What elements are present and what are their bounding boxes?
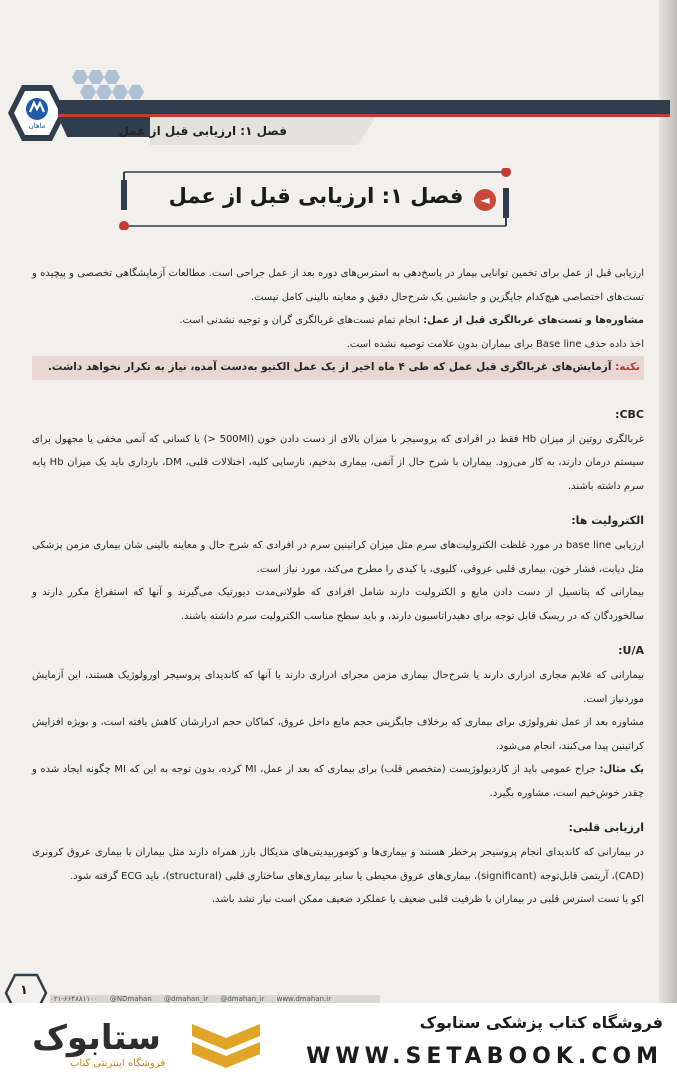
screening-paragraph	[32, 309, 644, 333]
header-bar	[58, 100, 670, 114]
electrolytes-heading: الکترولیت ها:	[571, 514, 644, 527]
brand-name: ستابوک	[32, 1018, 161, 1058]
footer-instagram: @NDmahan	[109, 995, 152, 1003]
footer-website[interactable]: www.dmahan.ir	[276, 995, 332, 1003]
footer-aparat: @dmahan_ir	[220, 995, 265, 1003]
baseline-paragraph: اخذ داده حذف Base line برای بیماران بدون علامت توصیه نشده است.	[346, 338, 644, 350]
chapter-arrow-icon: ◄	[474, 189, 496, 211]
ua-heading: U/A:	[618, 644, 644, 657]
example-text: جراح عمومی باید از کاردیولوژیست (متخصص قلب) برای بیماری که بعد از عمل، MI کرده، بدون توجه به این که MI چگونه ایجاد شده و چقدر خوش‌خیم است، مشاوره بگیرد.	[32, 764, 644, 799]
intro-paragraph: ارزیابی قبل از عمل برای تخمین توانایی بیمار در پاسخ‌دهی به استرس‌های دوره بعد از عمل جراحی است. مطالعات آزمایشگاهی تخصصی و پیچیده و تست‌های اختصاصی هیچ‌کدام جایگزین و جانشین یک شرح‌حال دقیق و معاینه بالینی کامل نیست.	[32, 268, 644, 303]
electrolytes-paragraph-2: بیمارانی که پتانسیل از دست دادن مایع و الکترولیت دارند شامل افرادی که طولانی‌مدت دیورتیک می‌گیرند و آنها که استفراغ مکرر دارند و سالخوردگان که در ریسک قابل توجه برای دهیدراتاسیون دارند، و باید سطح مناسب الکترولیت سرم داشته باشند.	[32, 587, 644, 622]
store-url-link[interactable]: WWW.SETABOOK.COM	[306, 1044, 663, 1069]
screening-text: انجام تمام تست‌های غربالگری گران و توجیه نشدنی است.	[179, 315, 424, 326]
note-box	[32, 356, 644, 380]
ua-paragraph-1: بیمارانی که علایم مجاری ادراری دارند یا شرح‌حال بیماری مزمن مجرای ادراری دارند یا آنها که کاندیدای پروسیجر اورولوژیک هستند، این آزمایش موردنیاز است.	[32, 670, 644, 705]
chapter-title: فصل ۱: ارزیابی قبل از عمل	[168, 184, 464, 208]
footer-contact-bar	[50, 995, 380, 1003]
page-number: ۱	[20, 983, 28, 998]
cbc-paragraph: غربالگری روتین از میزان Hb فقط در افرادی که پروسیجر با میزان بالای از دست دادن خون (500Ml <) یا کسانی که آنمی مخفی یا مجهول برای سیستم درمان دارند، به کار می‌رود. بیماران با شرح حال از آنمی، بیماری بدخیم، نارسایی کلیه، اختلالات قلبی، DM، بارداری باید یک میزان Hb پایه سرم داشته باشند.	[32, 433, 645, 492]
cardiac-paragraph-2: اکو یا تست استرس قلبی در بیماران با ظرفیت قلبی ضعیف یا عملکرد ضعیف ممکن است نیاز نشد باشد.	[211, 894, 644, 905]
logo-text: ماهان	[28, 122, 46, 130]
note-label: نکته:	[615, 361, 640, 373]
cardiac-paragraph-1: در بیمارانی که کاندیدای انجام پروسیجر پرخطر هستند و بیماری‌ها و کوموربیدیتی‌های مدیکال بارز همراه دارند مثل بیماران با بیماری عروق کرونری (CAD)، آریتمی قابل‌توجه (significant)، بیماری‌های عروق محیطی یا سایر بیماری‌های ساختاری قلبی (structural)، باید ECG گرفته شود.	[32, 847, 644, 882]
brand-subtitle: فروشگاه اینترنتی کتاب	[70, 1058, 166, 1069]
header-accent-line	[58, 114, 670, 117]
ua-example-paragraph	[32, 758, 644, 805]
example-label: یک مثال:	[599, 764, 645, 775]
page-edge-shadow	[659, 0, 677, 1003]
store-name: فروشگاه کتاب پزشکی ستابوک	[419, 1013, 663, 1032]
body-text	[32, 262, 644, 912]
screening-label: مشاوره‌ها و تست‌های غربالگری قبل از عمل:	[423, 315, 644, 326]
setabook-chevron-icon	[192, 1024, 260, 1070]
ua-paragraph-2: مشاوره بعد از عمل نفرولوژی برای بیماری که برخلاف جایگزینی حجم مایع داخل عروق، کماکان حجم ادرارشان کاهش یافته است، و بویژه افزایش کراتینین پیدا می‌کنند، انجام می‌شود.	[32, 717, 644, 752]
footer-telegram: @dmahan_ir	[164, 995, 209, 1003]
cardiac-heading: ارزیابی قلبی:	[568, 821, 644, 834]
electrolytes-paragraph-1: ارزیابی base line در مورد غلظت الکترولیت‌های سرم مثل میزان کراتینین سرم در افرادی که شرح حال و معاینه بالینی شان بیماری مزمن پزشکی مثل دیابت، فشار خون، بیماری قلبی عروقی، کلیوی، یا کبدی را مطرح می‌کند، مورد نیاز است.	[32, 540, 644, 575]
running-header-title: فصل ۱: ارزیابی قبل از عمل	[118, 124, 287, 138]
footer-phone: ۰۲۱-۶۶۴۸۸۱۱۰۰	[50, 995, 98, 1003]
note-text: آزمایش‌های غربالگری قبل عمل که طی ۴ ماه اخیر از یک عمل الکتیو به‌دست آمده، نیاز به تکرار نخواهد داشت.	[47, 361, 616, 373]
cbc-heading: CBC:	[615, 407, 644, 421]
